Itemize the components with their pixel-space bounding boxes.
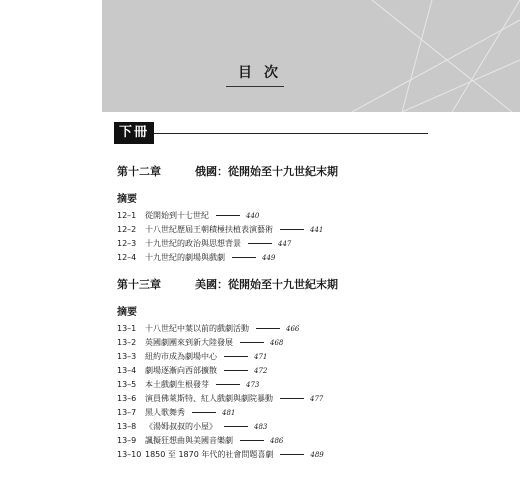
entry-page: 441 [310,226,324,234]
entry-page: 447 [278,240,292,248]
entry-number: 13–2 [117,338,137,347]
toc-entry[interactable] [117,237,291,250]
chapter-heading [117,276,338,292]
entry-number: 13–3 [117,352,137,361]
toc-entry[interactable] [117,406,235,419]
entry-title: 十八世紀歷屆王朝積極扶植表演藝術 [145,225,273,234]
chapter-title: 俄國：從開始至十九世紀末期 [195,165,338,178]
page-title: 目次 [238,65,290,81]
entry-page: 440 [246,212,260,220]
leader-line [280,454,304,455]
toc-entry[interactable] [117,251,275,264]
entry-title: 英國劇團來到新大陸發展 [145,338,233,347]
entry-title: 十八世紀中葉以前的戲劇活動 [145,324,249,333]
entry-page: 486 [270,437,284,445]
entry-number: 13–9 [117,436,137,445]
leader-line [256,328,280,329]
decorative-lines [102,0,520,112]
header-band [102,0,520,112]
entry-number: 13–4 [117,366,137,375]
entry-number: 13–6 [117,394,137,403]
entry-page: 471 [254,353,268,361]
toc-entry[interactable] [117,392,323,405]
entry-title: 諷擬狂想曲與美國音樂劇 [145,436,233,445]
entry-page: 477 [310,395,324,403]
entry-page: 472 [254,367,268,375]
leader-line [224,426,248,427]
entry-page: 466 [286,325,300,333]
leader-line [216,215,240,216]
entry-title: 1850 至 1870 年代的社會問題喜劇 [145,450,274,459]
leader-line [224,356,248,357]
entry-number: 12–3 [117,239,137,248]
leader-line [280,398,304,399]
chapter-number: 第十三章 [117,278,161,291]
toc-entry[interactable] [117,350,267,363]
toc-entry[interactable] [117,434,283,447]
toc-entry[interactable] [117,378,259,391]
leader-line [216,384,240,385]
summary-label: 摘要 [117,194,137,205]
entry-number: 12–4 [117,253,137,262]
entry-page: 473 [246,381,260,389]
entry-page: 483 [254,423,268,431]
entry-page: 468 [270,339,284,347]
entry-page: 481 [222,409,236,417]
leader-line [192,412,216,413]
toc-entry[interactable] [117,223,323,236]
entry-title: 從開始到十七世紀 [145,211,209,220]
toc-entry[interactable] [117,448,324,461]
entry-title: 十九世紀的政治與思想背景 [145,239,241,248]
entry-title: 黑人歌舞秀 [145,408,185,417]
leader-line [280,229,304,230]
entry-page: 449 [262,254,276,262]
leader-line [240,342,264,343]
entry-title: 紐約市成為劇場中心 [145,352,217,361]
toc-entry[interactable] [117,364,267,377]
summary-label: 摘要 [117,307,137,318]
toc-entry[interactable] [117,209,259,222]
chapter-title: 美國：從開始至十九世紀末期 [195,278,338,291]
entry-number: 13–5 [117,380,137,389]
entry-title: 《湯姆叔叔的小屋》 [145,422,217,431]
entry-page: 489 [310,451,324,459]
entry-number: 12–1 [117,211,137,220]
leader-line [248,243,272,244]
entry-number: 13–10 [117,450,142,459]
entry-number: 13–8 [117,422,137,431]
toc-entry[interactable] [117,420,267,433]
leader-line [224,370,248,371]
volume-divider [114,133,428,134]
entry-title: 劇場逐漸向西部擴散 [145,366,217,375]
entry-number: 13–7 [117,408,137,417]
chapter-heading [117,163,338,179]
title-underline [226,86,284,87]
entry-number: 13–1 [117,324,137,333]
volume-label: 下冊 [114,122,154,144]
entry-title: 十九世紀的劇場與戲劇 [145,253,225,262]
chapter-number: 第十二章 [117,165,161,178]
entry-title: 演員佛萊斯特、紅人戲劇與劇院暴動 [145,394,273,403]
leader-line [240,440,264,441]
entry-number: 12–2 [117,225,137,234]
entry-title: 本土戲劇生根發芽 [145,380,209,389]
toc-entry[interactable] [117,336,283,349]
toc-entry[interactable] [117,322,299,335]
leader-line [232,257,256,258]
